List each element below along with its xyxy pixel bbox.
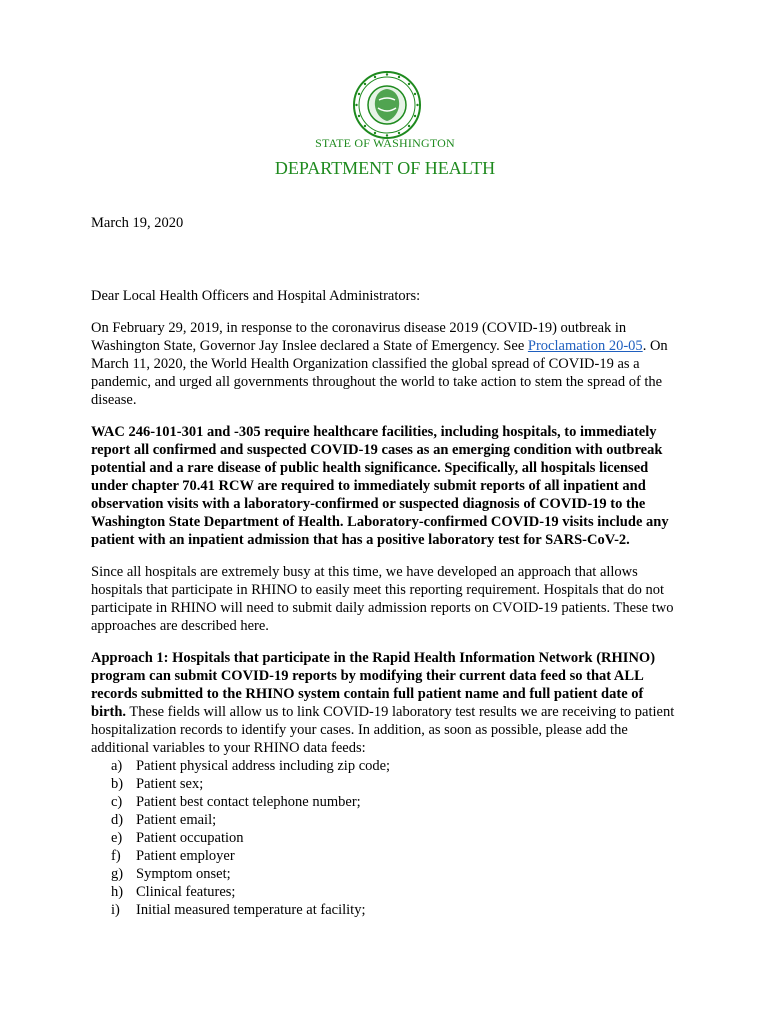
paragraph-emergency xyxy=(91,319,681,409)
list-item-marker: a) xyxy=(111,758,123,774)
list-item-marker: d) xyxy=(111,812,124,828)
paragraph-text: On February 29, 2019, in response to the coronavirus disease 2019 (COVID-19) outbreak in Washington State, Governor Jay Inslee declared a State of Emergency. See xyxy=(91,320,627,354)
department-title: DEPARTMENT OF HEALTH xyxy=(274,158,496,178)
list-item-marker: i) xyxy=(111,902,120,918)
list-item-marker: e) xyxy=(111,830,123,846)
washington-state-seal-icon xyxy=(352,70,422,140)
list-item xyxy=(111,901,681,919)
list-item-marker: b) xyxy=(111,776,124,792)
list-item-text: Patient physical address including zip code; xyxy=(136,758,391,774)
letter-body xyxy=(91,287,681,919)
list-item-text: Patient occupation xyxy=(136,830,244,846)
list-item xyxy=(111,865,681,883)
list-item xyxy=(111,775,681,793)
list-item xyxy=(111,793,681,811)
salutation: Dear Local Health Officers and Hospital Administrators: xyxy=(91,288,421,304)
list-item xyxy=(111,829,681,847)
paragraph-wac-requirement: WAC 246-101-301 and -305 require healthcare facilities, including hospitals, to immediately report all confirmed and suspected COVID-19 cases as an emerging condition with outbreak potential and a rare disease of public health significance. Specifically, all hospitals licensed under chapter 70.41 RCW are required to immediately submit reports of all inpatient and observation visits with a laboratory-confirmed or suspected diagnosis of COVID-19 to the Washington State Department of Health. Laboratory-confirmed COVID-19 visits include any patient with an inpatient admission that has a positive laboratory test for SARS-CoV-2. xyxy=(91,424,669,548)
list-item-text: Patient best contact telephone number; xyxy=(136,794,361,810)
letter-date: March 19, 2020 xyxy=(91,215,184,231)
approach-1-text: These fields will allow us to link COVID-19 laboratory test results we are receiving to patient hospitalization records to identify your cases. In addition, as soon as possible, please add the additional variables to your RHINO data feeds: xyxy=(91,704,675,756)
list-item-text: Initial measured temperature at facility; xyxy=(136,902,366,918)
list-item-text: Patient sex; xyxy=(136,776,204,792)
list-item-marker: h) xyxy=(111,884,124,900)
proclamation-link[interactable]: Proclamation 20-05 xyxy=(527,338,643,354)
approach-1-heading: Approach 1: Hospitals that participate in the Rapid Health Information Network (RHINO) program can submit COVID-19 reports by modifying their current data feed so that ALL records submitted to the RHINO system contain full patient name and full patient date of birth. xyxy=(91,650,656,720)
list-item-text: Symptom onset; xyxy=(136,866,231,882)
list-item xyxy=(111,883,681,901)
list-item xyxy=(111,847,681,865)
list-item-marker: f) xyxy=(111,848,121,864)
state-line: STATE OF WASHINGTON xyxy=(315,136,455,150)
list-item-text: Patient email; xyxy=(136,812,217,828)
list-item xyxy=(111,811,681,829)
paragraph-approaches: Since all hospitals are extremely busy at this time, we have developed an approach that allows hospitals that participate in RHINO to easily meet this reporting requirement. Hospitals that do not participate in RHINO will need to submit daily admission reports on CVOID-19 patients. These two approaches are described here. xyxy=(91,564,674,634)
list-item-text: Clinical features; xyxy=(136,884,236,900)
list-item-text: Patient employer xyxy=(136,848,235,864)
list-item xyxy=(111,757,681,775)
list-item-marker: g) xyxy=(111,866,124,882)
paragraph-approach-1 xyxy=(91,649,681,757)
list-item-marker: c) xyxy=(111,794,123,810)
variables-list xyxy=(91,757,681,919)
paragraph-text: . On March 11, 2020, the World Health Organization classified the global spread of COVID-19 as a pandemic, and urged all governments throughout the world to take action to stem the spread of the disease. xyxy=(91,338,668,408)
